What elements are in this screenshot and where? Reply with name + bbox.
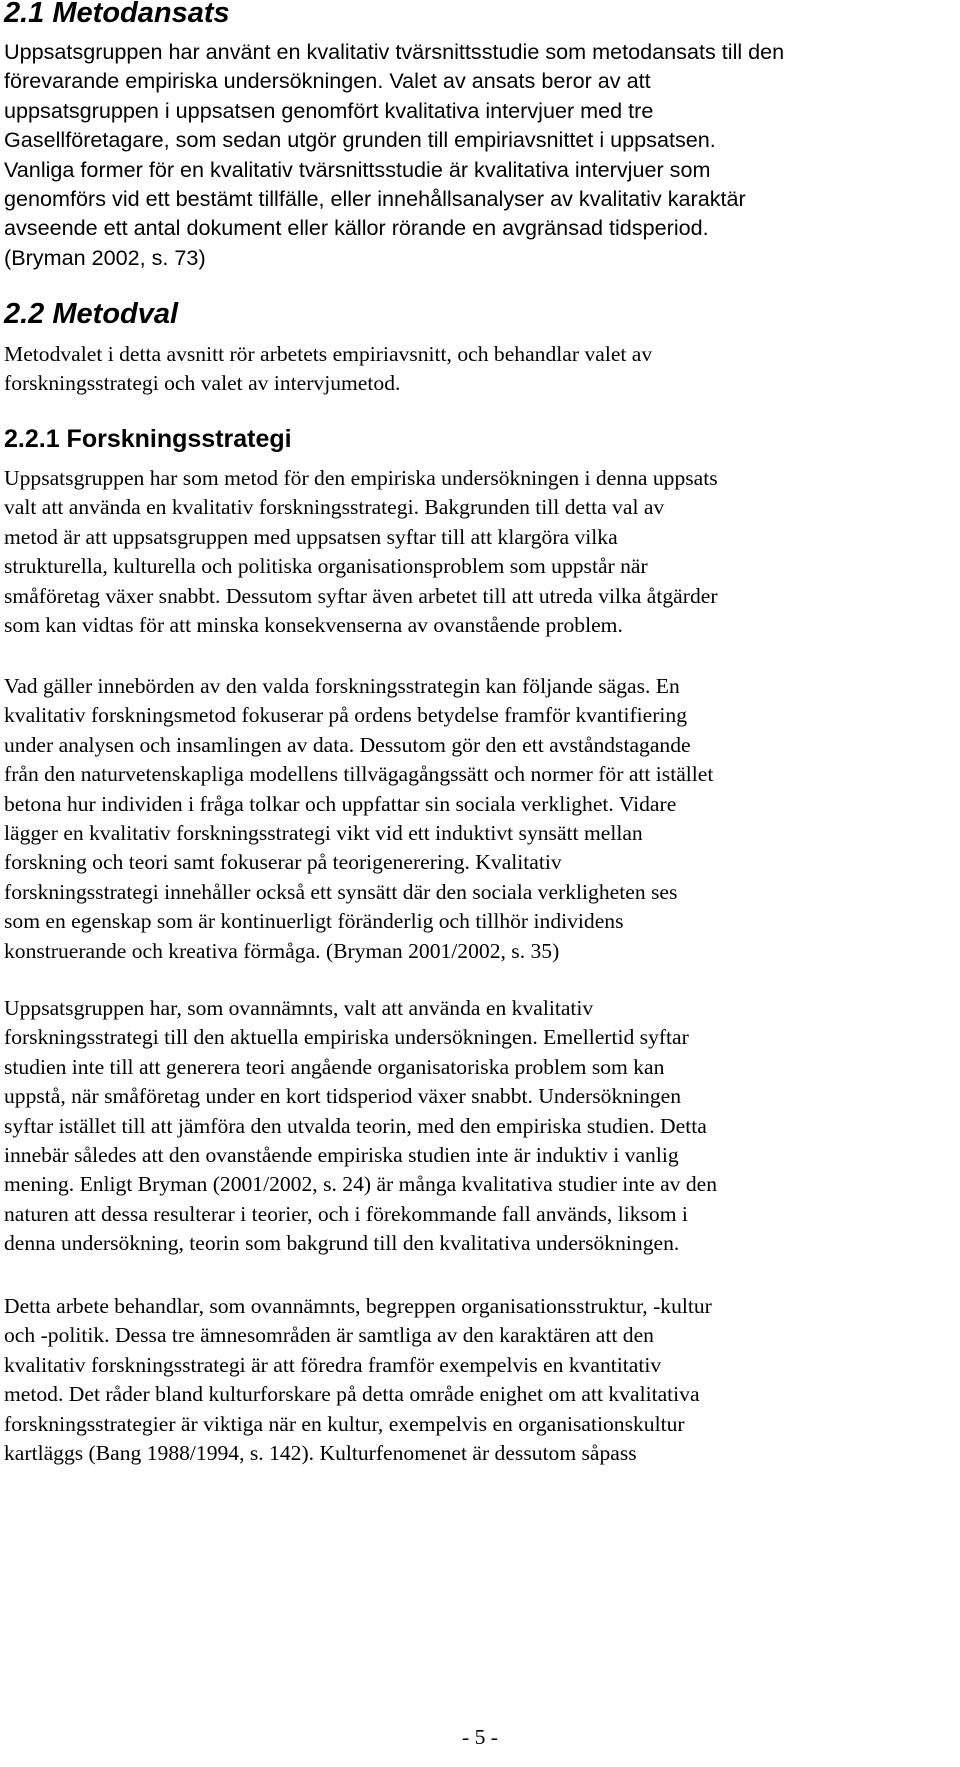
text-line: denna undersökning, teorin som bakgrund till den kvalitativa undersökningen.	[4, 1231, 680, 1256]
text-line: mening. Enligt Bryman (2001/2002, s. 24) är många kvalitativa studier inte av den	[4, 1172, 718, 1197]
text-line: strukturella, kulturella och politiska organisationsproblem som uppstår när	[4, 554, 648, 579]
section-2-1-paragraph	[4, 37, 954, 272]
text-line: forskningsstrategi och valet av intervjumetod.	[4, 371, 401, 396]
section-heading-2-2: 2.2 Metodval	[4, 298, 179, 330]
text-line: som kan vidtas för att minska konsekvenserna av ovanstående problem.	[4, 613, 623, 638]
text-line: Vad gäller innebörden av den valda forskningsstrategin kan följande sägas. En	[4, 674, 680, 698]
text-line: forskning och teori samt fokuserar på teorigenerering. Kvalitativ	[4, 850, 562, 875]
text-line: uppstå, när småföretag under en kort tidsperiod växer snabbt. Undersökningen	[4, 1084, 682, 1109]
text-line: forskningsstrategi till den aktuella empiriska undersökningen. Emellertid syftar	[4, 1025, 689, 1050]
text-line: kvalitativ forskningsstrategi är att föredra framför exempelvis en kvantitativ	[4, 1352, 662, 1377]
text-line: metod är att uppsatsgruppen med uppsatsen syftar till att klargöra vilka	[4, 524, 618, 549]
text-line: Vanliga former för en kvalitativ tvärsnittsstudie är kvalitativa intervjuer som	[4, 156, 711, 182]
text-line: uppsatsgruppen i uppsatsen genomfört kvalitativa intervjuer med tre	[4, 97, 654, 123]
text-line: betona hur individen i fråga tolkar och uppfattar sin sociala verklighet. Vidare	[4, 791, 677, 816]
text-line: valt att använda en kvalitativ forskningsstrategi. Bakgrunden till detta val av	[4, 495, 665, 520]
text-line: naturen att dessa resulterar i teorier, och i förekommande fall används, liksom i	[4, 1201, 688, 1226]
text-line: småföretag växer snabbt. Dessutom syftar även arbetet till att utreda vilka åtgärder	[4, 583, 718, 608]
section-heading-2-1: 2.1 Metodansats	[4, 0, 230, 29]
text-line: forskningsstrategier är viktiga när en kultur, exempelvis en organisationskultur	[4, 1411, 685, 1436]
text-line: Gasellföretagare, som sedan utgör grunden till empiriavsnittet i uppsatsen.	[4, 127, 716, 153]
text-line: Uppsatsgruppen har som metod för den empiriska undersökningen i denna uppsats	[4, 466, 718, 490]
text-line: syftar istället till att jämföra den utvalda teorin, med den empiriska studien. Detta	[4, 1113, 707, 1138]
text-line: Detta arbete behandlar, som ovannämnts, begreppen organisationsstruktur, -kultur	[4, 1294, 712, 1318]
section-heading-2-2-1: 2.2.1 Forskningsstrategi	[4, 425, 292, 453]
text-line: avseende ett antal dokument eller källor rörande en avgränsad tidsperiod.	[4, 215, 709, 241]
text-line: som en egenskap som är kontinuerligt föränderlig och tillhör individens	[4, 909, 624, 934]
text-line: under analysen och insamlingen av data. Dessutom gör den ett avståndstagande	[4, 732, 691, 757]
text-line: lägger en kvalitativ forskningsstrategi vikt vid ett induktivt synsätt mellan	[4, 821, 643, 846]
paragraph-1	[4, 464, 954, 640]
section-2-2-paragraph	[4, 340, 954, 399]
text-line: Uppsatsgruppen har, som ovannämnts, valt att använda en kvalitativ	[4, 996, 594, 1020]
page-number: - 5 -	[462, 1725, 498, 1749]
text-line: och -politik. Dessa tre ämnesområden är samtliga av den karaktären att den	[4, 1323, 654, 1348]
text-line: forskningsstrategi innehåller också ett synsätt där den sociala verkligheten ses	[4, 879, 678, 904]
text-line: förevarande empiriska undersökningen. Valet av ansats beror av att	[4, 68, 651, 94]
text-line: genomförs vid ett bestämt tillfälle, eller innehållsanalyser av kvalitativ karaktär	[4, 186, 746, 212]
text-line: kvalitativ forskningsmetod fokuserar på ordens betydelse framför kvantifiering	[4, 703, 687, 728]
text-line: Metodvalet i detta avsnitt rör arbetets empiriavsnitt, och behandlar valet av	[4, 342, 653, 366]
text-line: från den naturvetenskapliga modellens tillvägagångssätt och normer för att istället	[4, 762, 714, 787]
text-line: innebär således att den ovanstående empiriska studien inte är induktiv i vanlig	[4, 1143, 679, 1168]
text-line: kartläggs (Bang 1988/1994, s. 142). Kulturfenomenet är dessutom såpass	[4, 1441, 637, 1466]
text-line: studien inte till att generera teori angående organisatoriska problem som kan	[4, 1054, 665, 1079]
paragraph-2	[4, 672, 954, 966]
text-line: Uppsatsgruppen har använt en kvalitativ tvärsnittsstudie som metodansats till den	[4, 39, 785, 64]
paragraph-3	[4, 994, 954, 1259]
text-line: metod. Det råder bland kulturforskare på detta område enighet om att kvalitativa	[4, 1382, 700, 1407]
text-line: (Bryman 2002, s. 73)	[4, 244, 206, 270]
text-line: konstruerande och kreativa förmåga. (Bryman 2001/2002, s. 35)	[4, 938, 560, 963]
paragraph-4	[4, 1292, 954, 1468]
